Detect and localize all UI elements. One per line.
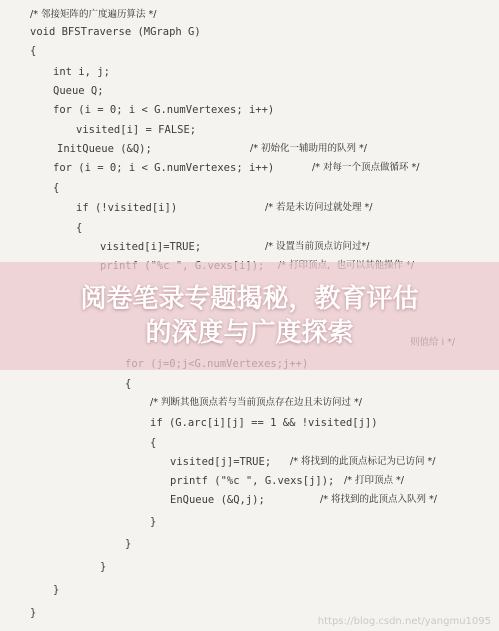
code-function-signature: void BFSTraverse (MGraph G) (30, 26, 201, 38)
code-comment-if: /* 若是未访问过就处理 */ (265, 202, 373, 213)
code-var-decl: int i, j; (53, 66, 110, 78)
code-if-unvisited: if (!visited[i]) (76, 202, 178, 214)
code-brace-close: } (30, 607, 37, 619)
code-comment-visited: /* 设置当前顶点访问过*/ (265, 241, 370, 252)
code-if-edge: if (G.arc[i][j] == 1 && !visited[j]) (150, 417, 378, 429)
banner-title-line1: 阅卷笔录专题揭秘，教育评估 (80, 284, 419, 314)
code-comment-enqueue: /* 将找到的此顶点入队列 */ (320, 494, 437, 505)
code-init-queue: InitQueue (&Q); (57, 143, 152, 155)
title-banner (0, 262, 499, 370)
code-brace: } (150, 516, 157, 528)
code-comment-mark: /* 将找到的此顶点标记为已访问 */ (290, 456, 436, 467)
source-watermark: https://blog.csdn.net/yangmu1095 (317, 616, 491, 627)
code-brace: } (100, 561, 107, 573)
code-comment-loop: /* 对每一个顶点做循环 */ (312, 162, 420, 173)
code-comment-check-edge: /* 判断其他顶点若与当前顶点存在边且未访问过 */ (150, 397, 362, 408)
code-comment-title: /* 邻接矩阵的广度遍历算法 */ (30, 9, 157, 20)
code-visited-false: visited[i] = FALSE; (76, 124, 197, 136)
code-for-loop-main: for (i = 0; i < G.numVertexes; i++) (53, 162, 275, 174)
code-comment-init-queue: /* 初始化一辅助用的队列 */ (250, 143, 367, 154)
code-brace: } (125, 538, 132, 550)
code-brace: { (53, 182, 60, 194)
code-enqueue: EnQueue (&Q,j); (170, 494, 265, 506)
code-brace: { (125, 378, 132, 390)
code-comment-print: /* 打印顶点 */ (344, 475, 404, 486)
code-brace: { (76, 222, 83, 234)
code-brace: { (150, 437, 157, 449)
code-visited-true: visited[i]=TRUE; (100, 241, 202, 253)
code-mark-visited: visited[j]=TRUE; (170, 456, 272, 468)
code-for-loop-init: for (i = 0; i < G.numVertexes; i++) (53, 104, 275, 116)
code-brace-open: { (30, 45, 37, 57)
code-queue-decl: Queue Q; (53, 85, 104, 97)
banner-title-line2: 的深度与广度探索 (145, 318, 354, 348)
code-brace: } (53, 584, 60, 596)
code-printf-neighbor: printf ("%c ", G.vexs[j]); (170, 475, 335, 487)
